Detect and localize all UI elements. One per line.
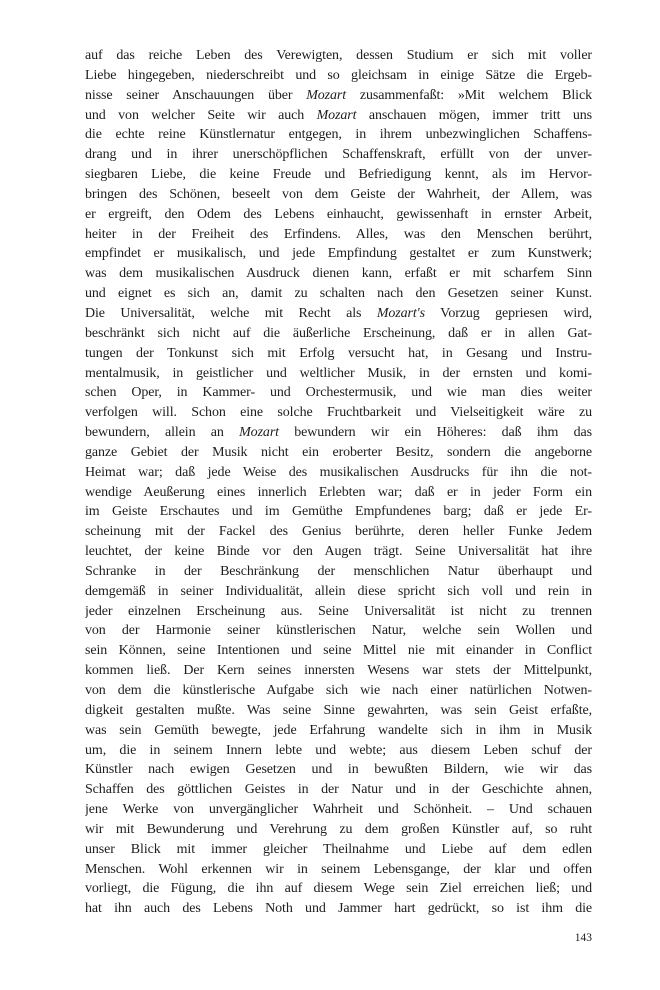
- text-line: [85, 562, 592, 582]
- text-line: [85, 621, 592, 641]
- text-segment: kommen ließ. Der Kern seines innersten Wesens war stets der Mittelpunkt,: [85, 663, 592, 679]
- text-segment: Schaffen des göttlichen Geistes in der Natur und in der Geschichte ahnen,: [85, 782, 592, 798]
- italic-term: Mozart: [306, 87, 347, 103]
- text-segment: Vorzug gepriesen wird,: [424, 305, 592, 321]
- text-line: [85, 244, 592, 264]
- text-line: [85, 106, 592, 126]
- text-line: [85, 760, 592, 780]
- text-line: [85, 403, 592, 423]
- text-segment: unser Blick mit immer gleicher Theilnahme und Liebe auf dem edlen: [85, 841, 592, 857]
- text-segment: drang und in ihrer unerschöpflichen Schaffenskraft, erfüllt von der unver-: [85, 147, 592, 163]
- text-line: [85, 383, 592, 403]
- text-segment: zusammenfaßt: »Mit welchem Blick: [346, 87, 592, 103]
- text-line: [85, 542, 592, 562]
- text-line: [85, 721, 592, 741]
- text-line: [85, 225, 592, 245]
- page-text: [85, 46, 592, 919]
- text-segment: nisse seiner Anschauungen über: [85, 87, 307, 103]
- text-segment: siegbaren Liebe, die keine Freude und Befriedigung kennt, als im Hervor-: [85, 167, 592, 183]
- text-line: [85, 899, 592, 919]
- text-segment: leuchtet, der keine Binde vor den Augen trägt. Seine Universalität hat ihre: [85, 544, 592, 560]
- text-line: [85, 840, 592, 860]
- text-segment: hat ihn auch des Lebens Noth und Jammer hart gedrückt, so ist ihm die: [85, 901, 592, 917]
- text-line: [85, 165, 592, 185]
- page-number: 143: [574, 932, 592, 944]
- text-segment: im Geiste Erschautes und im Gemüthe Empfundenes barg; daß er jede Er-: [85, 504, 592, 520]
- text-line: [85, 483, 592, 503]
- text-line: [85, 879, 592, 899]
- text-segment: empfindet er musikalisch, und jede Empfindung gestaltet er zum Kunstwerk;: [85, 246, 592, 262]
- text-line: [85, 125, 592, 145]
- text-line: [85, 284, 592, 304]
- italic-term: Mozart: [239, 425, 279, 441]
- text-segment: von dem die künstlerische Aufgabe sich wie nach einer natürlichen Notwen-: [85, 683, 592, 698]
- text-line: [85, 66, 592, 86]
- text-segment: um, die in seinem Innern lebte und webte; aus diesem Leben schuf der: [85, 742, 592, 758]
- text-line: [85, 741, 592, 761]
- text-line: [85, 205, 592, 225]
- text-segment: was dem musikalischen Ausdruck dienen kann, erfaßt er mit scharfem Sinn: [85, 266, 592, 282]
- text-segment: verfolgen will. Schon eine solche Fruchtbarkeit und Vielseitigkeit wäre zu: [85, 405, 592, 421]
- text-segment: wendige Aeußerung eines innerlich Erlebten war; daß er in jeder Form ein: [85, 484, 592, 500]
- text-line: [85, 860, 592, 880]
- text-segment: bewundern, allein an: [85, 425, 240, 441]
- text-line: [85, 324, 592, 344]
- text-segment: ganze Gebiet der Musik nicht ein eroberter Besitz, sondern die angeborne: [85, 444, 592, 460]
- text-segment: auf das reiche Leben des Verewigten, dessen Studium er sich mit voller: [85, 48, 592, 63]
- text-segment: wir mit Bewunderung und Verehrung zu dem großen Künstler auf, so ruht: [85, 821, 592, 837]
- text-line: [85, 681, 592, 701]
- text-segment: mentalmusik, in geistlicher und weltlicher Musik, in der ernsten und komi-: [85, 365, 592, 381]
- text-line: [85, 423, 592, 443]
- text-segment: bringen des Schönen, beseelt von dem Geiste der Wahrheit, der Allem, was: [85, 186, 592, 202]
- text-segment: was sein Gemüth bewegte, jede Erfahrung wandelte sich in ihm in Musik: [85, 722, 592, 738]
- text-segment: die echte reine Künstlernatur entgegen, in ihrem unbezwinglichen Schaffens-: [85, 127, 592, 143]
- text-line: [85, 185, 592, 205]
- text-line: [85, 780, 592, 800]
- text-line: [85, 820, 592, 840]
- text-segment: sein Können, seine Intentionen und seine Mittel nie mit einander in Conflict: [85, 643, 592, 659]
- text-segment: heiter in der Freiheit des Erfindens. Alles, was den Menschen berührt,: [85, 226, 592, 242]
- text-line: [85, 145, 592, 165]
- text-segment: und eignet es sich an, damit zu schalten nach den Gesetzen seiner Kunst.: [85, 286, 592, 302]
- text-line: [85, 800, 592, 820]
- text-line: [85, 86, 592, 106]
- text-segment: Menschen. Wohl erkennen wir in seinem Lebensgange, der klar und offen: [85, 861, 592, 877]
- text-line: [85, 264, 592, 284]
- text-line: [85, 522, 592, 542]
- text-segment: Schranke in der Beschränkung der menschlichen Natur überhaupt und: [85, 563, 592, 579]
- text-segment: Liebe hingegeben, niederschreibt und so gleichsam in einige Sätze die Ergeb-: [85, 67, 592, 83]
- text-line: [85, 443, 592, 463]
- text-line: [85, 701, 592, 721]
- text-segment: Die Universalität, welche mit Recht als: [85, 305, 377, 321]
- text-segment: schen Oper, in Kammer- und Orchestermusik, und wie man dies weiter: [85, 385, 592, 401]
- text-line: [85, 344, 592, 364]
- text-segment: Künstler nach ewigen Gesetzen und in bewußten Bildern, wie wir das: [85, 762, 592, 778]
- text-segment: bewundern wir ein Höheres: daß ihm das: [278, 425, 592, 441]
- text-line: [85, 641, 592, 661]
- text-segment: und von welcher Seite wir auch: [85, 107, 317, 123]
- text-segment: demgemäß in seiner Individualität, allein diese spricht sich voll und rein in: [85, 583, 592, 599]
- text-line: [85, 582, 592, 602]
- text-segment: jene Werke von unvergänglicher Wahrheit und Schönheit. – Und schauen: [85, 802, 592, 818]
- text-segment: anschauen mögen, immer tritt uns: [356, 107, 592, 123]
- italic-term: Mozart: [316, 107, 357, 123]
- italic-term: Mozart's: [376, 305, 425, 321]
- text-segment: tungen der Tonkunst sich mit Erfolg versucht hat, in Gesang und Instru-: [85, 345, 592, 361]
- text-line: [85, 463, 592, 483]
- text-segment: jeder einzelnen Erscheinung aus. Seine Universalität ist nicht zu trennen: [85, 603, 592, 619]
- text-segment: Heimat war; daß jede Weise des musikalischen Ausdrucks für ihn die not-: [85, 464, 592, 480]
- text-line: [85, 661, 592, 681]
- text-segment: scheinung mit der Fackel des Genius berührte, deren heller Funke Jedem: [85, 524, 592, 540]
- text-line: [85, 364, 592, 384]
- text-segment: vorliegt, die Fügung, die ihn auf diesem Wege sein Ziel erreichen ließ; und: [85, 881, 592, 897]
- text-line: [85, 502, 592, 522]
- text-line: [85, 602, 592, 622]
- text-segment: von der Harmonie seiner künstlerischen Natur, welche sein Wollen und: [85, 623, 592, 639]
- text-line: [85, 46, 592, 66]
- text-line: [85, 304, 592, 324]
- text-segment: digkeit gestalten mußte. Was seine Sinne gewahrten, was sein Geist erfaßte,: [85, 702, 592, 718]
- text-segment: er ergreift, den Odem des Lebens einhaucht, gewissenhaft in ernster Arbeit,: [85, 206, 592, 222]
- text-segment: beschränkt sich nicht auf die äußerliche Erscheinung, daß er in allen Gat-: [85, 325, 592, 341]
